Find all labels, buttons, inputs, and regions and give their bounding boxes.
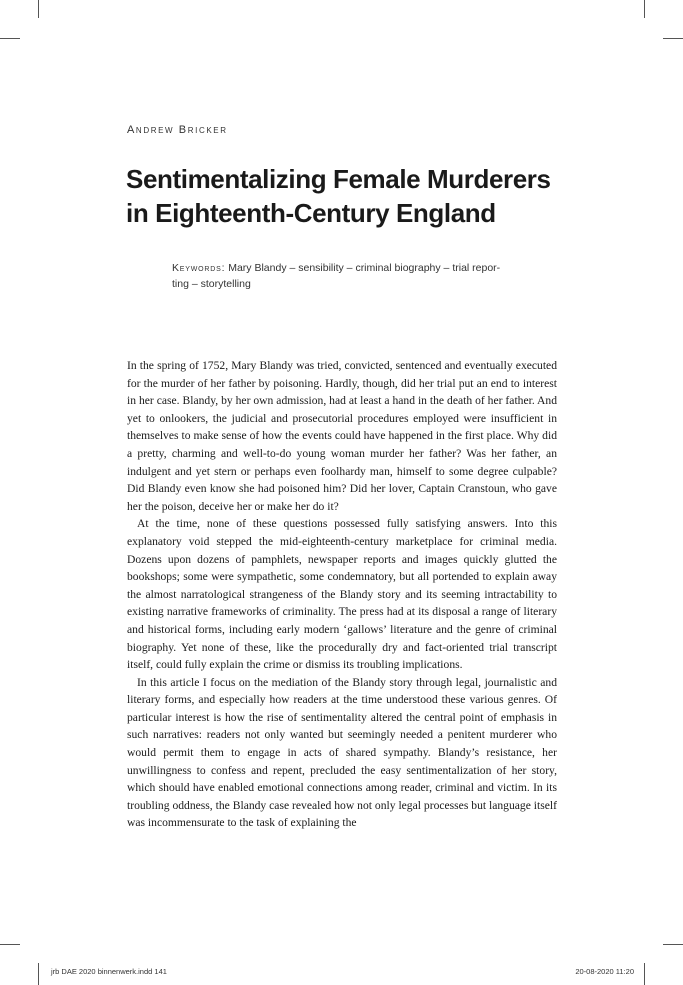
crop-mark-bottom-left-horizontal <box>0 944 20 945</box>
crop-mark-top-left-horizontal <box>0 38 20 39</box>
article-title <box>126 162 596 230</box>
title-line-2: in Eighteenth-Century England <box>126 198 496 228</box>
keywords-block <box>172 260 562 292</box>
author-name: Andrew Bricker <box>127 124 228 136</box>
footer-date-time: 20-08-2020 11:20 <box>575 967 634 976</box>
crop-mark-top-right-vertical <box>644 0 645 18</box>
paragraph-3: In this article I focus on the mediation of the Blandy story through legal, journalistic and literary forms, and especially how readers at the time understood these various genres. Of particular interest is how the rise of sentimentality altered the central point of emphasis in such narratives: readers not only wanted but seemingly needed a penitent murderer who would permit them to engage in acts of shared sympathy. Blandy’s resistance, her unwillingness to confess and repent, precluded the easy sentimentalization of her story, which should have enabled emotional connections among reader, criminal and victim. In its troubling oddness, the Blandy case revealed how not only legal processes but language itself was incommensurate to the task of explaining the <box>127 675 557 830</box>
paragraph-1: In the spring of 1752, Mary Blandy was tried, convicted, sentenced and eventually executed for the murder of her father by poisoning. Hardly, though, did her trial put an end to interest in her case. Blandy, by her own admission, had at least a hand in the death of her father. And yet to onlookers, the judicial and prosecutorial procedures employed were insufficient in themselves to make sense of how the events could have happened in the first place. Why did a pretty, charming and well-to-do young woman murder her father? Was her father, an indulgent and yet stern or perhaps even foolhardy man, himself to some degree culpable? Did Blandy even know she had poisoned him? Did her lover, Captain Cranstoun, who gave her the poison, deceive her or make her do it? <box>127 359 557 513</box>
footer-file-slug: jrb DAE 2020 binnenwerk.indd 141 <box>51 967 167 976</box>
crop-mark-top-right-horizontal <box>663 38 683 39</box>
paragraph-2: At the time, none of these questions possessed fully satisfying answers. Into this explanatory void stepped the mid-eighteenth-century marketplace for criminal media. Dozens upon dozens of pamphlets, newspaper reports and images quickly glutted the bookshops; some were sympathetic, some condemnatory, but all portended to explain away the almost narratological strangeness of the Blandy story and its seeming intractability to existing narrative frameworks of criminality. The press had at its disposal a range of literary and historical forms, including early modern ‘gallows’ literature and the genre of criminal biography. Yet none of these, like the procedurally dry and fact-oriented trial transcript itself, could fully explain the crime or dismiss its troubling implications. <box>127 517 557 672</box>
keywords-line-1 <box>172 260 562 276</box>
keywords-text-2: ting – storytelling <box>172 278 251 290</box>
crop-mark-bottom-left-vertical <box>38 963 39 985</box>
keywords-text-1: Mary Blandy – sensibility – criminal biography – trial repor- <box>228 262 501 274</box>
keywords-label: Keywords: <box>172 262 226 274</box>
article-body <box>127 357 557 832</box>
title-line-1: Sentimentalizing Female Murderers <box>126 164 551 194</box>
crop-mark-bottom-right-vertical <box>644 963 645 985</box>
crop-mark-top-left-vertical <box>38 0 39 18</box>
crop-mark-bottom-right-horizontal <box>663 944 683 945</box>
